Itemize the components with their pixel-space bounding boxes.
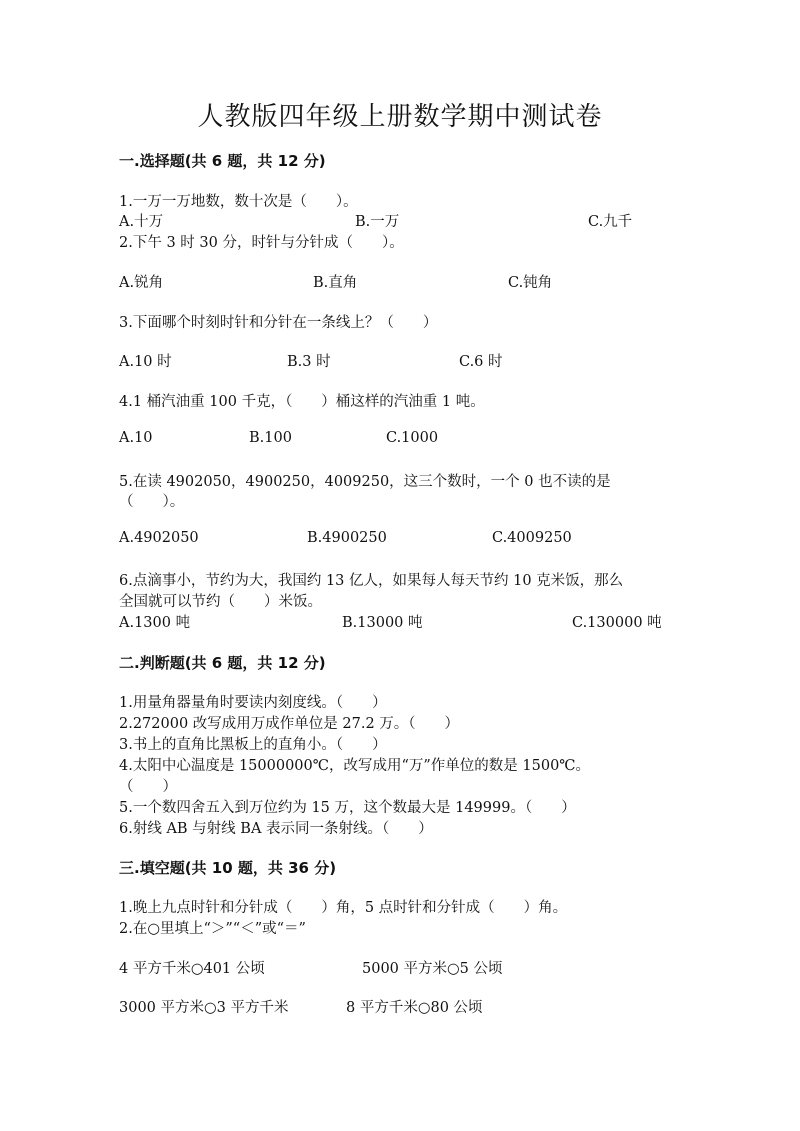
judgement-item-cont: （ ） xyxy=(119,779,177,795)
question-text-cont: 全国就可以节约（ ）米饭。 xyxy=(119,594,322,610)
compare-item: 5000 平方米○5 公顷 xyxy=(362,961,503,977)
question-text: 5.在读 4902050，4900250，4009250，这三个数时，一个 0 也不读的是 xyxy=(119,474,611,490)
judgement-item: 4.太阳中心温度是 15000000℃，改写成用“万”作单位的数是 1500℃。 xyxy=(119,758,591,774)
option-c: C.4009250 xyxy=(492,530,572,546)
question-text: 4.1 桶汽油重 100 千克，（ ）桶这样的汽油重 1 吨。 xyxy=(119,394,485,410)
judgement-item: 2.272000 改写成用万成作单位是 27.2 万。（ ） xyxy=(119,716,460,732)
option-c: C.6 时 xyxy=(459,354,503,370)
section-heading-choice: 一.选择题(共 6 题，共 12 分) xyxy=(119,152,326,170)
option-b: B.3 时 xyxy=(287,354,331,370)
section-heading-fill: 三.填空题(共 10 题，共 36 分) xyxy=(119,859,337,877)
question-text: 2.下午 3 时 30 分，时针与分针成（ ）。 xyxy=(119,235,404,251)
option-c: C.钝角 xyxy=(508,275,553,291)
option-b: B.100 xyxy=(249,430,292,446)
judgement-item: 3.书上的直角比黑板上的直角小。（ ） xyxy=(119,737,387,753)
question-text: 3.下面哪个时刻时针和分针在一条线上？（ ） xyxy=(119,315,438,331)
option-b: B.一万 xyxy=(355,214,400,230)
option-a: A.4902050 xyxy=(119,530,199,546)
fill-item: 1.晚上九点时针和分针成（ ）角，5 点时针和分针成（ ）角。 xyxy=(119,900,568,916)
question-text-cont: （ ）。 xyxy=(119,494,185,510)
compare-item: 8 平方千米○80 公顷 xyxy=(346,1000,483,1016)
option-b: B.4900250 xyxy=(307,530,387,546)
option-a: A.10 xyxy=(119,430,153,446)
judgement-item: 1.用量角器量角时要读内刻度线。（ ） xyxy=(119,695,387,711)
question-text: 6.点滴事小，节约为大，我国约 13 亿人，如果每人每天节约 10 克米饭，那么 xyxy=(119,573,624,589)
option-c: C.1000 xyxy=(386,430,439,446)
judgement-item: 6.射线 AB 与射线 BA 表示同一条射线。（ ） xyxy=(119,821,433,837)
page-title: 人教版四年级上册数学期中测试卷 xyxy=(197,102,603,132)
option-b: B.直角 xyxy=(313,275,358,291)
option-c: C.130000 吨 xyxy=(572,615,662,631)
option-a: A.锐角 xyxy=(119,275,164,291)
option-a: A.10 时 xyxy=(119,354,172,370)
option-a: A.十万 xyxy=(119,214,164,230)
judgement-item: 5.一个数四舍五入到万位约为 15 万，这个数最大是 149999。（ ） xyxy=(119,800,576,816)
option-a: A.1300 吨 xyxy=(119,615,191,631)
fill-item: 2.在○里填上“＞”“＜”或“＝” xyxy=(119,921,306,937)
compare-item: 3000 平方米○3 平方千米 xyxy=(119,1000,289,1016)
compare-item: 4 平方千米○401 公顷 xyxy=(119,961,265,977)
section-heading-judgement: 二.判断题(共 6 题，共 12 分) xyxy=(119,654,326,672)
option-c: C.九千 xyxy=(588,214,633,230)
option-b: B.13000 吨 xyxy=(342,615,423,631)
question-text: 1.一万一万地数，数十次是（ ）。 xyxy=(119,194,358,210)
